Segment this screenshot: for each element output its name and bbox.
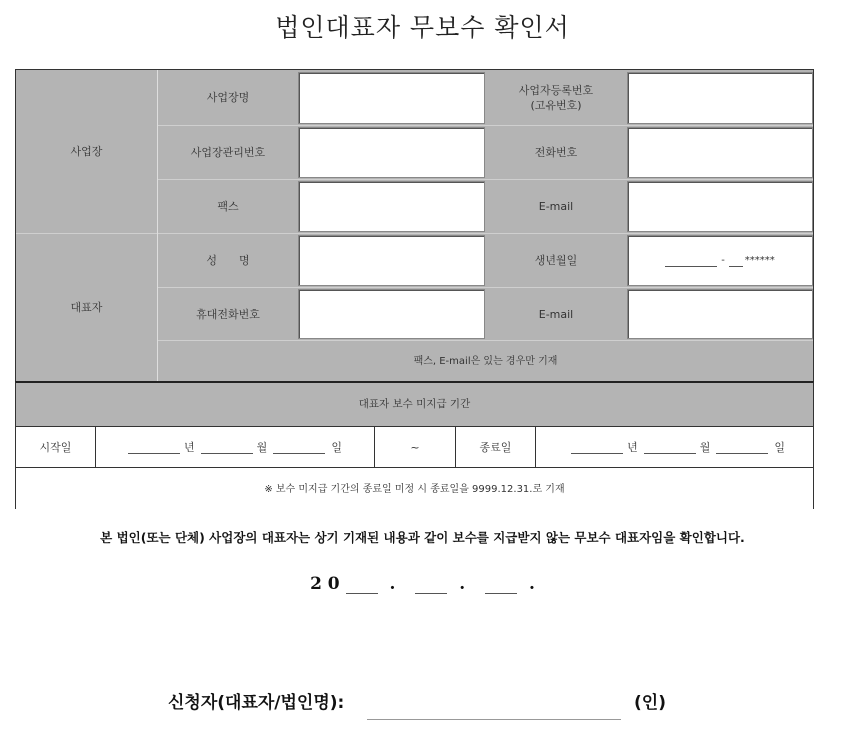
- business-reg-no-label: 사업자등록번호 (고유번호): [486, 70, 626, 125]
- info-table: [15, 69, 814, 382]
- date-year-blank[interactable]: [346, 581, 378, 594]
- end-month-blank[interactable]: [644, 441, 696, 454]
- applicant-label: 신청자(대표자/법인명):: [168, 693, 345, 713]
- period-note: ※ 보수 미지급 기간의 종료일 미정 시 종료일을 9999.12.31.로 기재: [16, 469, 813, 509]
- start-year-blank[interactable]: [128, 441, 180, 454]
- workplace-mgmt-no-label: 사업장관리번호: [158, 126, 298, 179]
- end-year-blank[interactable]: [571, 441, 623, 454]
- birthdate-field[interactable]: [627, 235, 813, 286]
- start-month-blank[interactable]: [201, 441, 253, 454]
- phone-label: 전화번호: [486, 126, 626, 179]
- birthdate-dash: -: [721, 255, 725, 266]
- fax-label: 팩스: [158, 180, 298, 233]
- document-title: 법인대표자 무보수 확인서: [275, 13, 570, 42]
- birthdate-front-blank[interactable]: [665, 254, 717, 267]
- end-day-blank[interactable]: [716, 441, 768, 454]
- representative-section-label: 대표자: [16, 233, 157, 381]
- applicant-signature-line[interactable]: [367, 719, 621, 720]
- end-date-label: 종료일: [456, 427, 536, 467]
- end-day-unit: 일: [774, 440, 785, 454]
- workplace-section-label: 사업장: [16, 70, 157, 233]
- end-date-field[interactable]: [536, 427, 813, 467]
- workplace-email-field[interactable]: [627, 181, 813, 232]
- contact-note: 팩스, E-mail은 있는 경우만 기재: [158, 341, 813, 381]
- date-month-blank[interactable]: [415, 581, 447, 594]
- period-tilde: ~: [375, 427, 456, 467]
- start-day-blank[interactable]: [273, 441, 325, 454]
- start-date-label: 시작일: [16, 427, 96, 467]
- start-year-unit: 년: [184, 440, 195, 454]
- date-year-prefix: 2 0: [310, 574, 340, 594]
- date-line: [0, 574, 845, 594]
- date-day-blank[interactable]: [485, 581, 517, 594]
- unpaid-period-table: [15, 381, 814, 509]
- start-day-unit: 일: [331, 440, 342, 454]
- end-year-unit: 년: [627, 440, 638, 454]
- birthdate-label: 생년월일: [486, 234, 626, 287]
- business-name-label: 사업장명: [158, 70, 298, 125]
- fax-field[interactable]: [298, 181, 485, 232]
- workplace-email-label: E-mail: [486, 180, 626, 233]
- birthdate-mask: ******: [744, 255, 775, 266]
- rep-name-field[interactable]: [298, 235, 485, 286]
- phone-field[interactable]: [627, 127, 813, 178]
- birthdate-back-blank[interactable]: [729, 254, 743, 267]
- date-dot: .: [529, 574, 535, 594]
- mobile-field[interactable]: [298, 289, 485, 339]
- period-header: 대표자 보수 미지급 기간: [16, 383, 813, 427]
- rep-email-label: E-mail: [486, 288, 626, 340]
- rep-email-field[interactable]: [627, 289, 813, 339]
- date-dot: .: [389, 574, 396, 594]
- workplace-mgmt-no-field[interactable]: [298, 127, 485, 178]
- business-reg-no-field[interactable]: [627, 72, 813, 124]
- mobile-label: 휴대전화번호: [158, 288, 298, 340]
- end-month-unit: 월: [699, 440, 711, 454]
- rep-name-label: 성 명: [158, 234, 298, 287]
- date-dot: .: [459, 574, 466, 594]
- confirmation-statement: 본 법인(또는 단체) 사업장의 대표자는 상기 기재된 내용과 같이 보수를 지급받지 않는 무보수 대표자임을 확인합니다.: [100, 530, 745, 545]
- seal-mark: (인): [634, 693, 666, 713]
- start-month-unit: 월: [256, 440, 268, 454]
- business-name-field[interactable]: [298, 72, 485, 124]
- start-date-field[interactable]: [96, 427, 375, 467]
